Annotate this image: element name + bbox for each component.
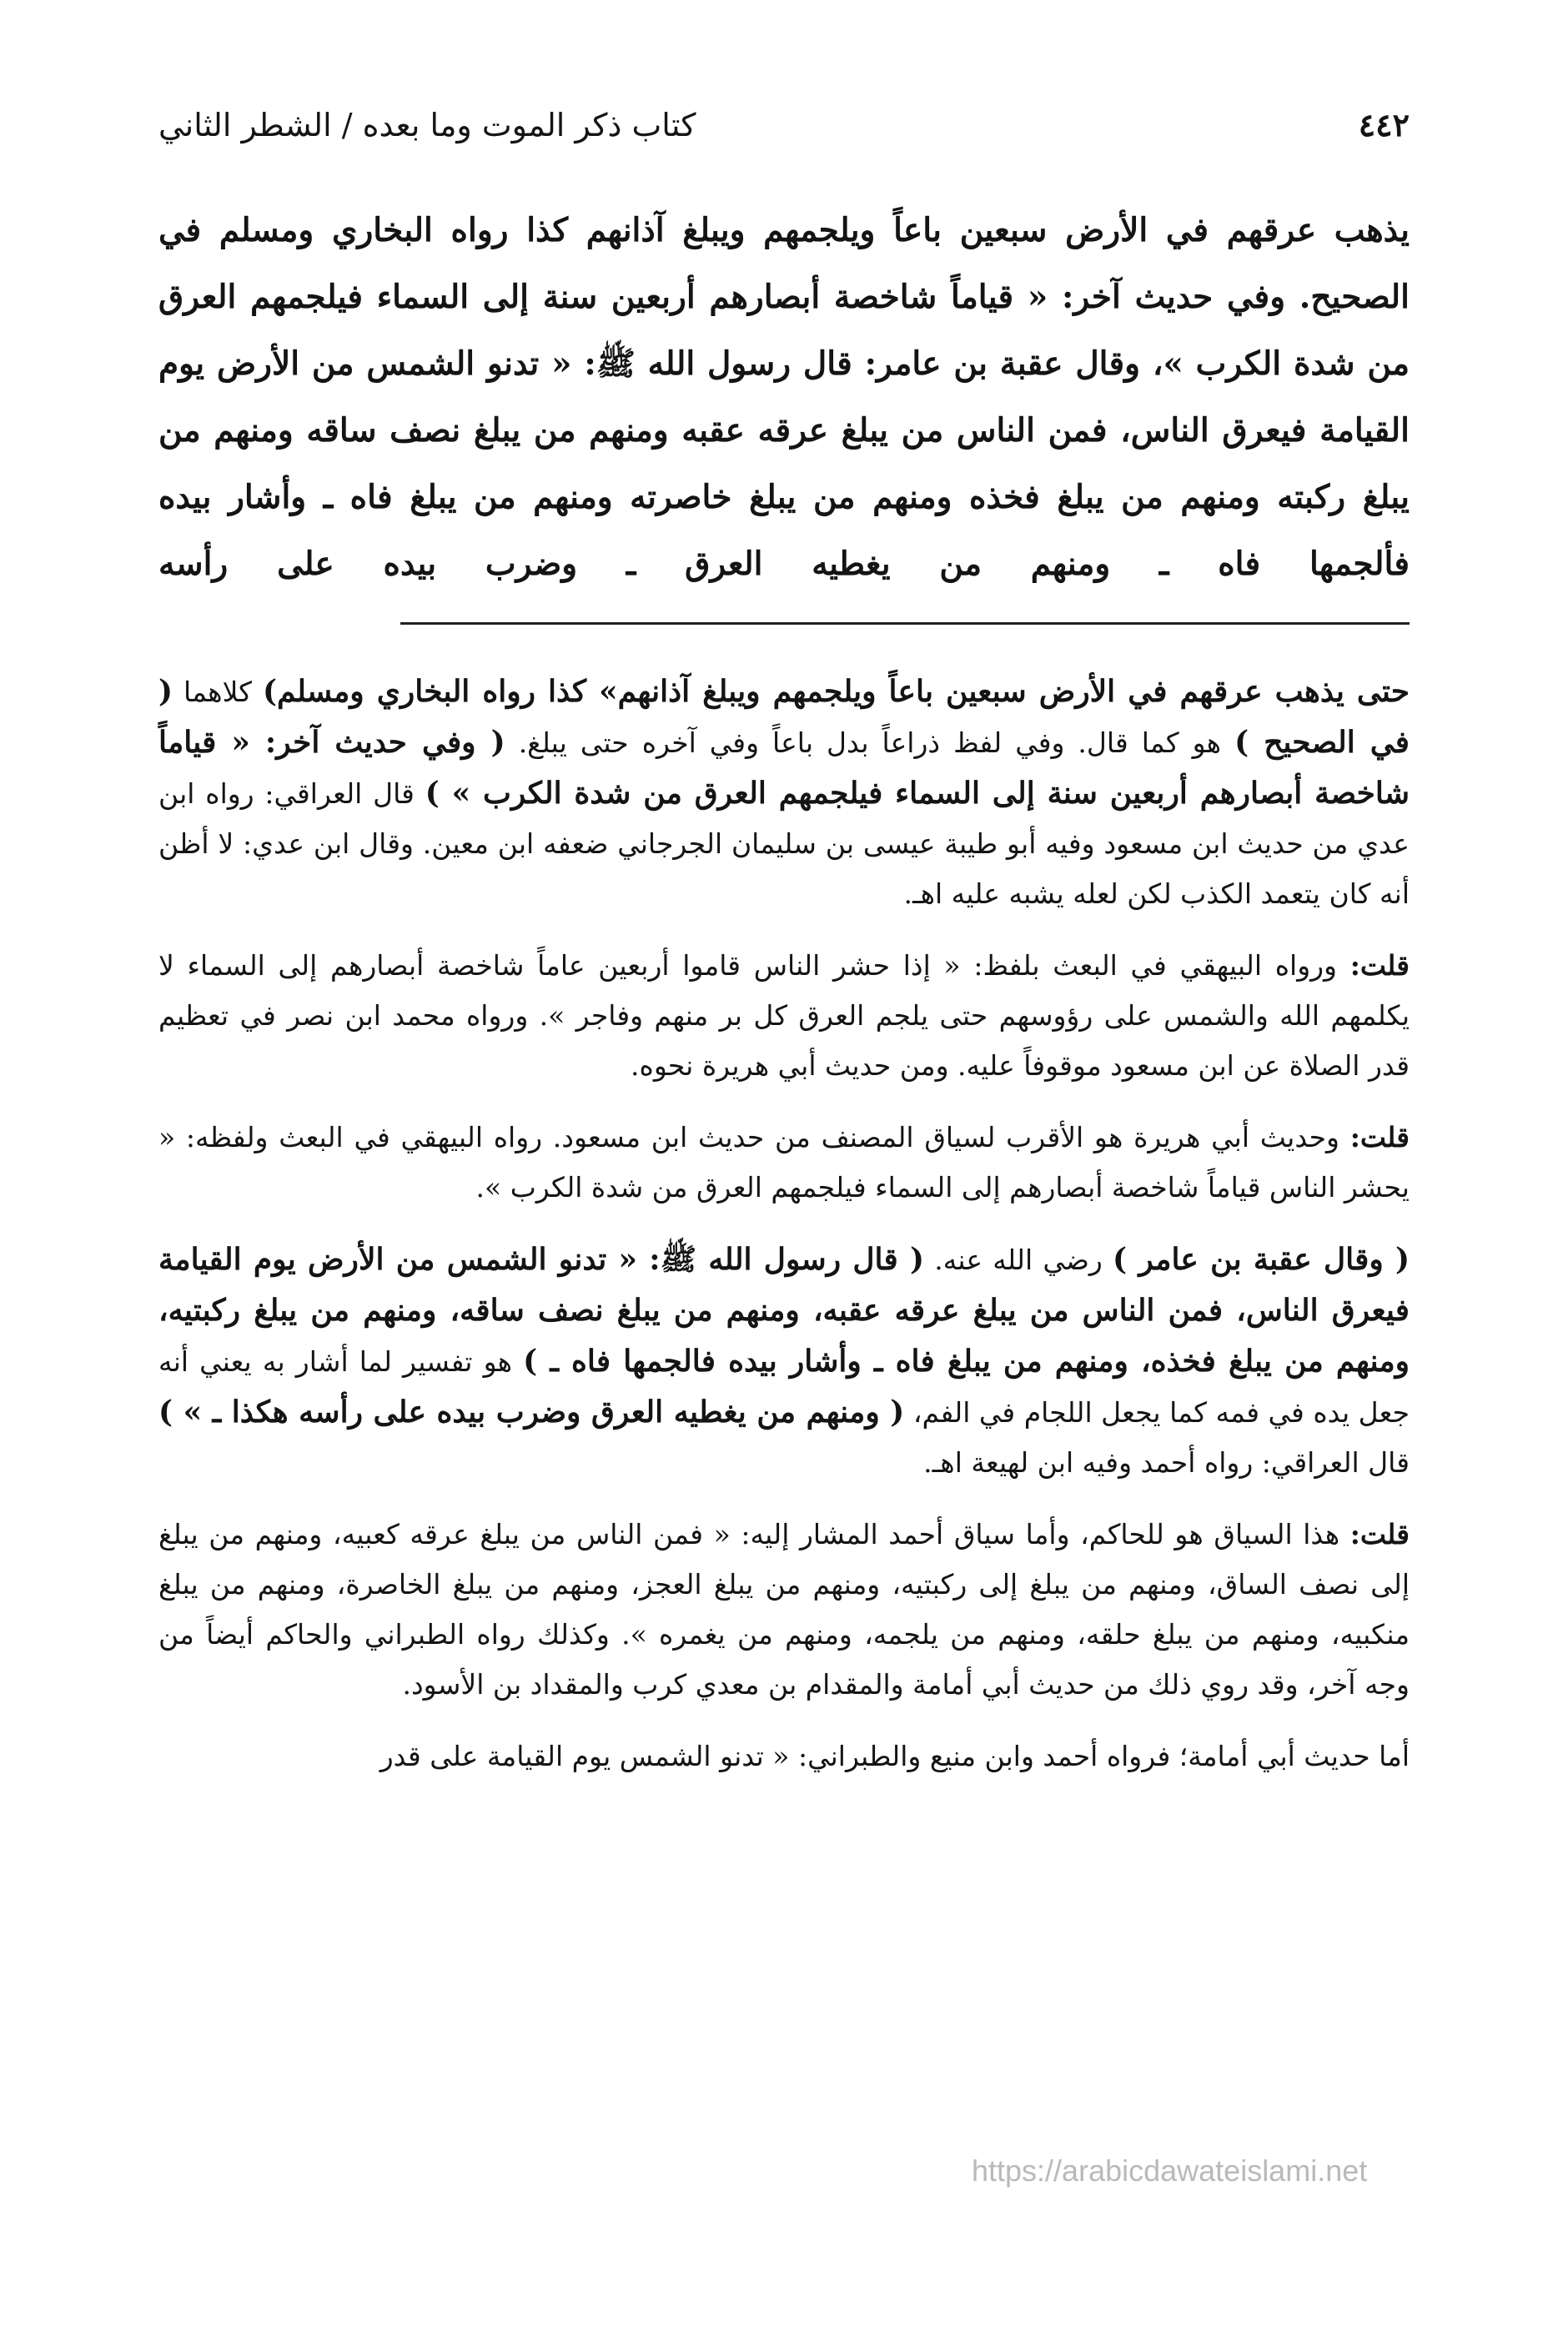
main-text: يذهب عرقهم في الأرض سبعين باعاً ويلجمهم ويبلغ آذانهم كذا رواه البخاري ومسلم في الصحيح. وفي حديث آخر: « قياماً شاخصة أبصارهم أربعين سنة إلى السماء فيلجمهم العرق من شدة الكرب »، وقال عقبة بن عامر: قال رسول الله ﷺ: « تدنو الشمس من الأرض يوم القيامة فيعرق الناس، فمن الناس من يبلغ عرقه عقبه ومنهم من يبلغ نصف ساقه ومنهم من يبلغ ركبته ومنهم من يبلغ فخذه ومنهم من يبلغ خاصرته ومنهم من يبلغ فاه ـ وأشار بيده فألجمها فاه ـ ومنهم من يغطيه العرق ـ وضرب بيده على رأسه bbox=[158, 211, 1410, 583]
quoted-text: ( وقال عقبة بن عامر ) bbox=[1113, 1242, 1410, 1277]
quoted-text: ( قال رسول الله ﷺ: « تدنو الشمس من الأرض يوم القيامة فيعرق الناس، فمن الناس من يبلغ عرقه عقبه، ومنهم من يبلغ نصف ساقه، ومنهم من يبلغ ركبتيه، ومنهم من يبلغ فخذه، ومنهم من يبلغ فاه ـ وأشار بيده فالجمها فاه ـ ) bbox=[158, 1242, 1410, 1379]
qult-label: قلت: bbox=[1349, 1121, 1410, 1153]
commentary-text: هو كما قال. وفي لفظ ذراعاً بدل باعاً وفي آخره حتى يبلغ. bbox=[505, 726, 1235, 759]
commentary-text: ورواه البيهقي في البعث بلفظ: « إذا حشر الناس قاموا أربعين عاماً شاخصة أبصارهم إلى السماء لا يكلمهم الله والشمس على رؤوسهم حتى يلجم العرق كل بر منهم وفاجر ». ورواه محمد ابن نصر في تعظيم قدر الصلاة عن ابن مسعود موقوفاً عليه. ومن حديث أبي هريرة نحوه. bbox=[158, 949, 1410, 1082]
quoted-text: حتى يذهب عرقهم في الأرض سبعين باعاً ويلجمهم ويبلغ آذانهم» كذا رواه البخاري ومسلم) bbox=[262, 674, 1410, 709]
watermark-url: https://arabicdawateislami.net bbox=[972, 2154, 1368, 2188]
running-title: كتاب ذكر الموت وما بعده / الشطر الثاني bbox=[158, 107, 696, 143]
book-page bbox=[158, 100, 1410, 1803]
commentary-text: كلاهما bbox=[173, 676, 263, 708]
commentary-paragraph-3 bbox=[158, 1113, 1410, 1213]
commentary-paragraph-1 bbox=[158, 666, 1410, 919]
commentary-text: هو تفسير لما أشار به يعني أنه جعل يده في فمه كما يجعل اللجام في الفم، bbox=[158, 1345, 1410, 1429]
quoted-text: ( ومنهم من يغطيه العرق وضرب بيده على رأسه هكذا ـ » ) bbox=[158, 1395, 905, 1430]
commentary-paragraph-2 bbox=[158, 941, 1410, 1091]
commentary-text: رضي الله عنه. bbox=[924, 1244, 1113, 1276]
page-header bbox=[158, 100, 1410, 150]
commentary-paragraph-4 bbox=[158, 1234, 1410, 1488]
footnote-divider bbox=[400, 622, 1410, 625]
quoted-text: ( في الصحيح ) bbox=[158, 674, 1410, 760]
qult-label: قلت: bbox=[1349, 949, 1410, 982]
commentary-text: هذا السياق هو للحاكم، وأما سياق أحمد المشار إليه: « فمن الناس من يبلغ عرقه كعبيه، ومنهم من يبلغ إلى نصف الساق، ومنهم من يبلغ إلى ركبتيه، ومنهم من يبلغ العجز، ومنهم من يبلغ الخاصرة، ومنهم من يبلغ منكبيه، ومنهم من يبلغ حلقه، ومنهم من يلجمه، ومنهم من يغمره ». وكذلك رواه الطبراني والحاكم أيضاً من وجه آخر، وقد روي ذلك من حديث أبي أمامة والمقدام بن معدي كرب والمقداد بن الأسود. bbox=[158, 1518, 1410, 1701]
commentary-text: قال العراقي: رواه أحمد وفيه ابن لهيعة اهـ. bbox=[923, 1446, 1410, 1479]
page-number: ٤٤٢ bbox=[1358, 106, 1410, 143]
commentary-paragraph-5 bbox=[158, 1510, 1410, 1710]
commentary-text: قال العراقي: رواه ابن عدي من حديث ابن مسعود وفيه أبو طيبة عيسى بن سليمان الجرجاني ضعفه ابن معين. وقال ابن عدي: لا أظن أنه كان يتعمد الكذب لكن لعله يشبه عليه اهـ. bbox=[158, 777, 1410, 910]
commentary bbox=[158, 666, 1410, 1782]
commentary-paragraph-6: أما حديث أبي أمامة؛ فرواه أحمد وابن منيع والطبراني: « تدنو الشمس يوم القيامة على قدر bbox=[379, 1740, 1410, 1772]
quoted-text: ( وفي حديث آخر: « قياماً شاخصة أبصارهم أربعين سنة إلى السماء فيلجمهم العرق من شدة الكرب » ) bbox=[158, 725, 1410, 811]
commentary-text: وحديث أبي هريرة هو الأقرب لسياق المصنف من حديث ابن مسعود. رواه البيهقي في البعث ولفظه: « يحشر الناس قياماً شاخصة أبصارهم إلى السماء فيلجمهم العرق من شدة الكرب ». bbox=[158, 1121, 1410, 1204]
qult-label: قلت: bbox=[1349, 1518, 1410, 1550]
